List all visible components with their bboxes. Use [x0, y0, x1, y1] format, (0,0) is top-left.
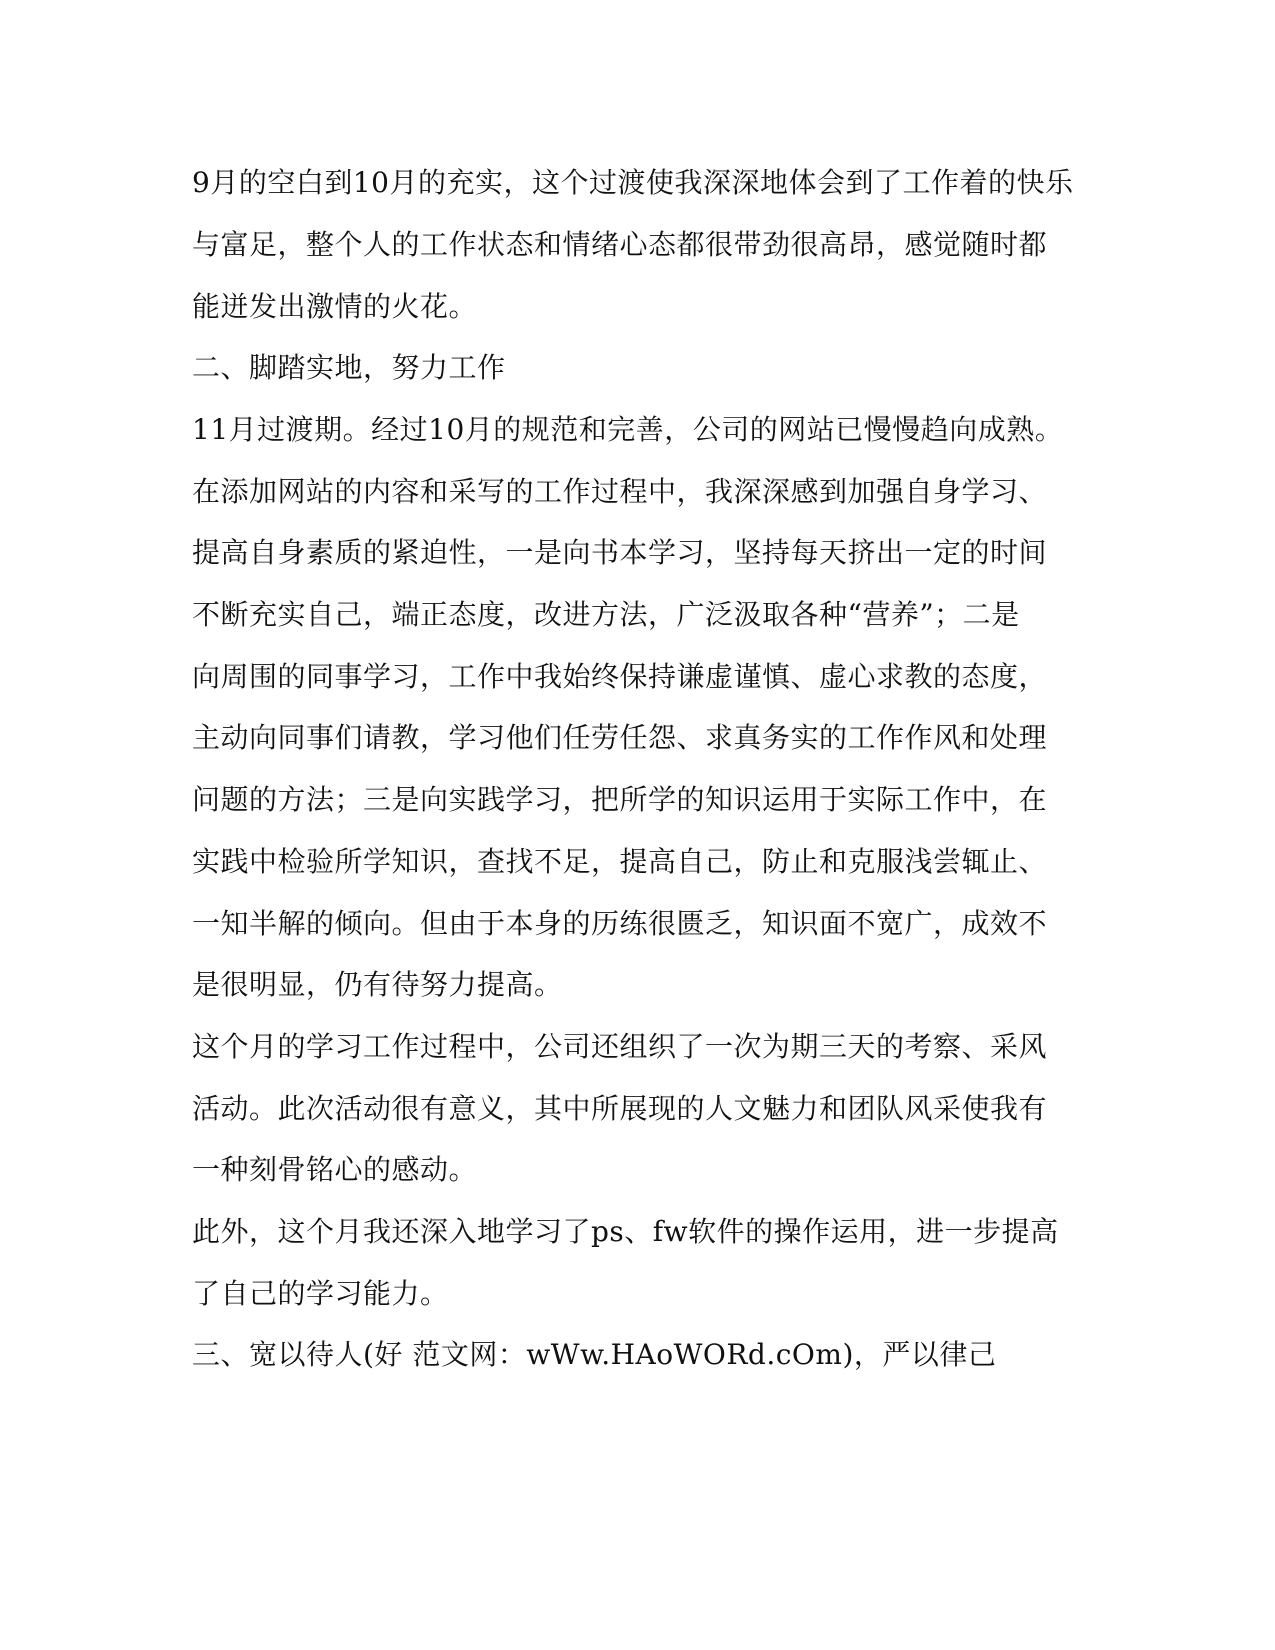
section-heading: 三、宽以待人(好 范文网：wWw.HAoWORd.cOm)，严以律己: [192, 1338, 997, 1371]
text-line: 9月的空白到10月的充实，这个过渡使我深深地体会到了工作着的快乐: [192, 166, 1074, 199]
text-line: 向周围的同事学习，工作中我始终保持谦虚谨慎、虚心求教的态度，: [192, 660, 1048, 693]
text-line: 在添加网站的内容和采写的工作过程中，我深深感到加强自身学习、: [192, 475, 1048, 508]
text-line: 这个月的学习工作过程中，公司还组织了一次为期三天的考察、采风: [192, 1030, 1048, 1063]
text-line: 11月过渡期。经过10月的规范和完善，公司的网站已慢慢趋向成熟。: [192, 413, 1064, 446]
text-line: 能迸发出激情的火花。: [192, 290, 478, 323]
text-line: 实践中检验所学知识，查找不足，提高自己，防止和克服浅尝辄止、: [192, 845, 1048, 878]
text-line: 主动向同事们请教，学习他们任劳任怨、求真务实的工作作风和处理: [192, 721, 1048, 754]
text-line: 了自己的学习能力。: [192, 1277, 449, 1310]
text-line: 一种刻骨铭心的感动。: [192, 1153, 478, 1186]
section-heading: 二、脚踏实地，努力工作: [192, 351, 506, 384]
text-line: 此外，这个月我还深入地学习了ps、fw软件的操作运用，进一步提高: [192, 1215, 1059, 1248]
text-line: 与富足，整个人的工作状态和情绪心态都很带劲很高昂，感觉随时都: [192, 228, 1048, 261]
text-line: 是很明显，仍有待努力提高。: [192, 968, 563, 1001]
text-line: 提高自身素质的紧迫性，一是向书本学习，坚持每天挤出一定的时间: [192, 536, 1048, 569]
text-line: 不断充实自己，端正态度，改进方法，广泛汲取各种“营养”；二是: [192, 598, 1020, 631]
text-line: 活动。此次活动很有意义，其中所展现的人文魅力和团队风采使我有: [192, 1092, 1048, 1125]
text-line: 问题的方法；三是向实践学习，把所学的知识运用于实际工作中，在: [192, 783, 1048, 816]
text-line: 一知半解的倾向。但由于本身的历练很匮乏，知识面不宽广，成效不: [192, 907, 1048, 940]
